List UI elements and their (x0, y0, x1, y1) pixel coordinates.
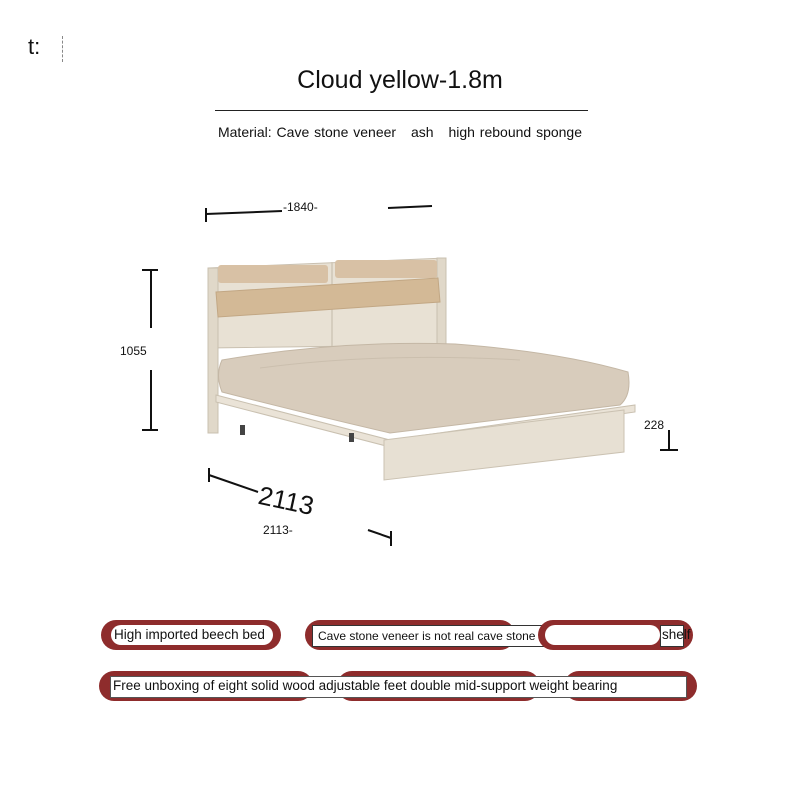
feature-shelf: shelf (662, 627, 691, 642)
width-dimension-label: -1840- (283, 200, 318, 214)
width-dim-line (206, 211, 282, 214)
leg-height-dimension-label: 228 (644, 418, 665, 432)
corner-mark: t: (28, 34, 41, 59)
feature-pill-inner (545, 625, 660, 645)
length-dim-line-right (368, 530, 391, 538)
length-dim-line (209, 475, 258, 492)
feature-cave-stone: Cave stone veneer is not real cave stone (318, 629, 536, 643)
height-dimension-label: 1055 (120, 344, 147, 358)
top-cushion-left (218, 265, 328, 283)
leg-left (240, 425, 245, 435)
leg-mid (349, 433, 354, 442)
material-text: Material: Cave stone veneer (217, 124, 397, 140)
top-cushion-right (335, 260, 437, 278)
bed-illustration (208, 258, 635, 480)
feature-beech-bed: High imported beech bed (114, 627, 265, 642)
material-sponge: high rebound sponge (448, 124, 582, 140)
length-dimension-large: 2113 (255, 480, 317, 521)
page-title: Cloud yellow-1.8m (297, 66, 503, 94)
length-dimension-label: 2113- (263, 523, 293, 537)
width-dim-line-right (388, 206, 432, 208)
material-ash: ash (410, 124, 434, 140)
feature-unboxing: Free unboxing of eight solid wood adjustable feet double mid-support weight bearing (113, 678, 618, 693)
